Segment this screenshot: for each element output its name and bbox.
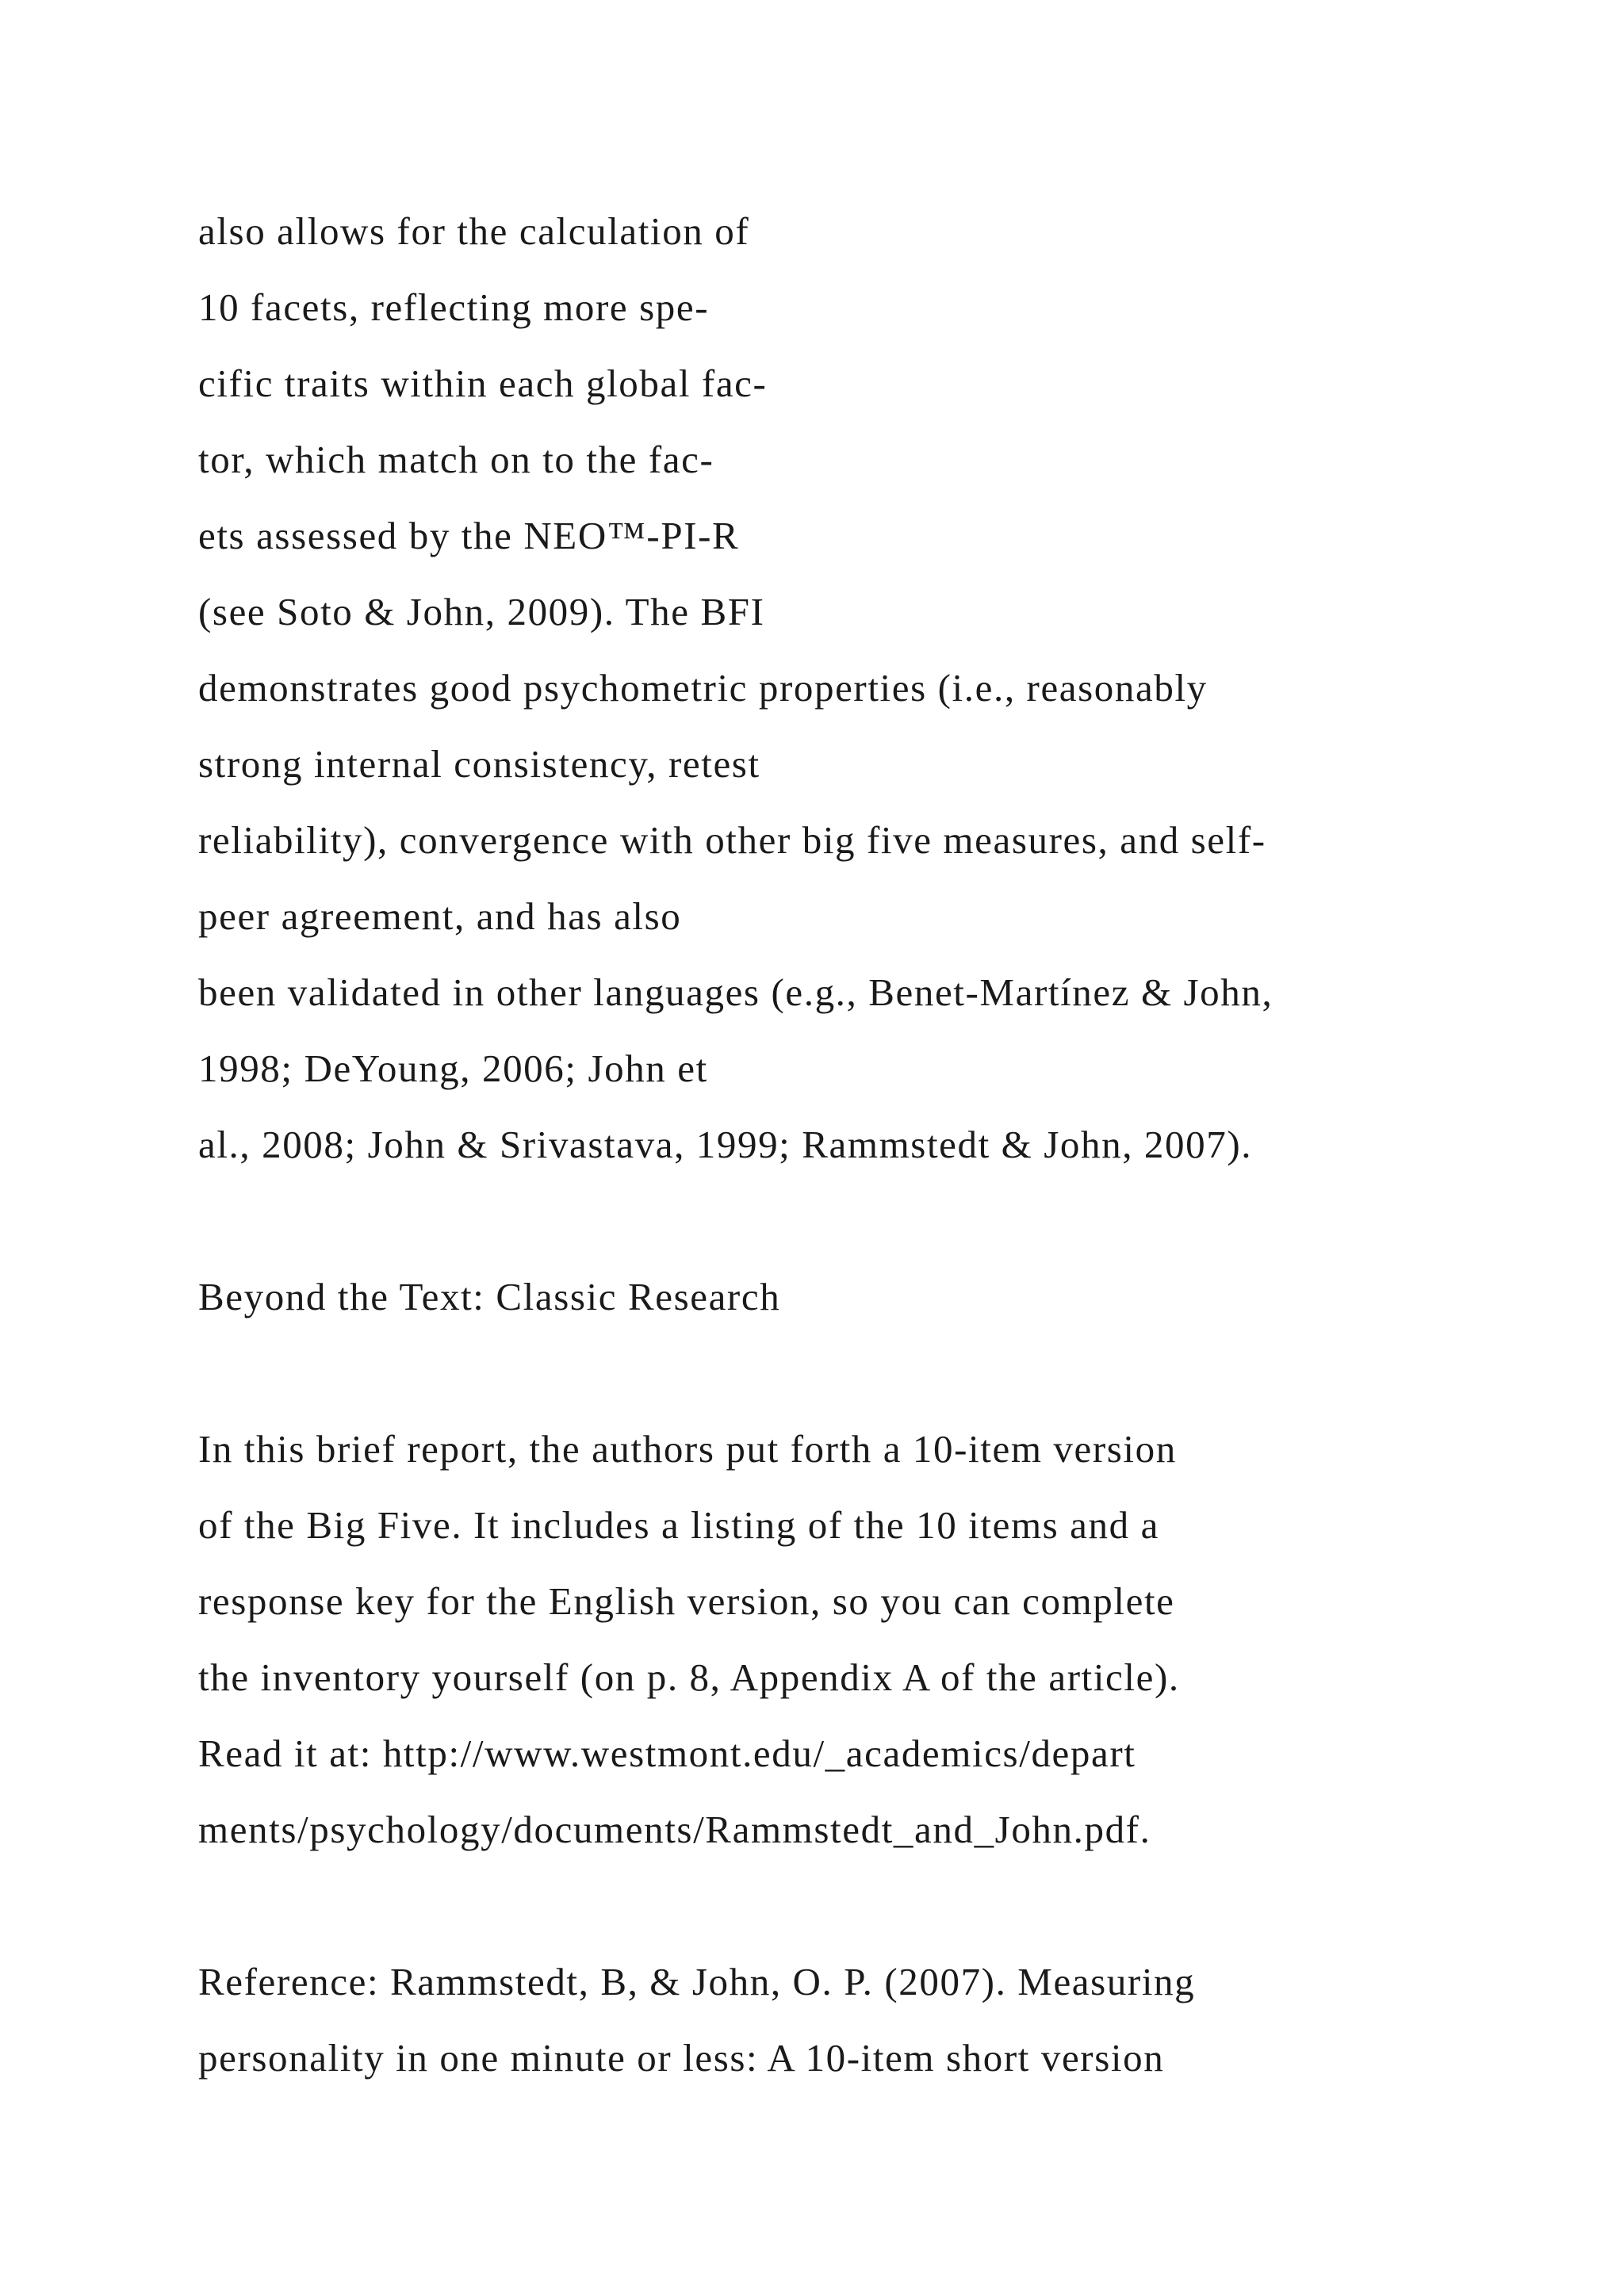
text-line: peer agreement, and has also	[198, 894, 682, 938]
text-line: the inventory yourself (on p. 8, Appendix A of the article).	[198, 1655, 1180, 1699]
text-line: 10 facets, reflecting more spe-	[198, 285, 710, 329]
text-line: reliability), convergence with other big five measures, and self-	[198, 818, 1266, 862]
paragraph-spacer	[198, 1335, 1562, 1411]
document-body	[198, 193, 1562, 2096]
text-line: of the Big Five. It includes a listing of the 10 items and a	[198, 1503, 1159, 1547]
text-line: cific traits within each global fac-	[198, 362, 768, 405]
text-line: been validated in other languages (e.g., Benet-Martínez & John,	[198, 970, 1274, 1014]
text-line: ments/psychology/documents/Rammstedt_and_John.pdf.	[198, 1808, 1151, 1851]
text-line: personality in one minute or less: A 10-item short version	[198, 2036, 1165, 2080]
text-line: response key for the English version, so you can complete	[198, 1579, 1175, 1623]
section-heading: Beyond the Text: Classic Research	[198, 1275, 781, 1318]
text-line: also allows for the calculation of	[198, 209, 750, 253]
paragraph-bfi-description	[198, 193, 1562, 1183]
paragraph-brief-report	[198, 1411, 1562, 1868]
text-line: al., 2008; John & Srivastava, 1999; Rammstedt & John, 2007).	[198, 1123, 1253, 1166]
paragraph-spacer	[198, 1183, 1562, 1259]
paragraph-reference	[198, 1944, 1562, 2096]
text-line: (see Soto & John, 2009). The BFI	[198, 590, 765, 633]
text-line: demonstrates good psychometric properties (i.e., reasonably	[198, 666, 1208, 710]
paragraph-spacer	[198, 1868, 1562, 1944]
text-line: Reference: Rammstedt, B, & John, O. P. (2007). Measuring	[198, 1960, 1196, 2003]
text-line: Read it at: http://www.westmont.edu/_academics/depart	[198, 1732, 1136, 1775]
text-line: 1998; DeYoung, 2006; John et	[198, 1047, 708, 1090]
text-line: In this brief report, the authors put forth a 10-item version	[198, 1427, 1177, 1471]
text-line: tor, which match on to the fac-	[198, 438, 714, 481]
text-line: strong internal consistency, retest	[198, 742, 760, 786]
text-line: ets assessed by the NEO™-PI-R	[198, 514, 740, 557]
